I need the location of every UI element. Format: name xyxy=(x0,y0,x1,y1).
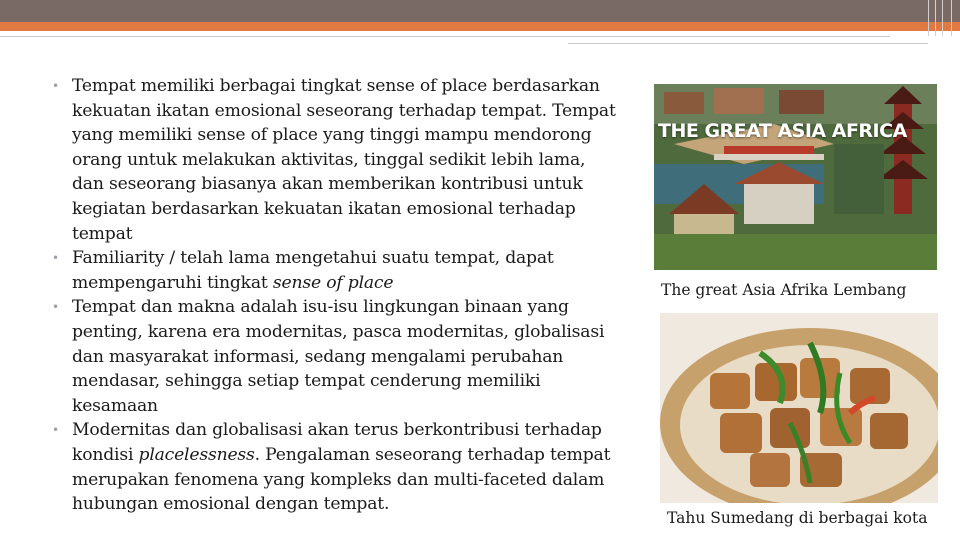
bullet-text: Tempat dan makna adalah isu-isu lingkungan binaan yang penting, karena era modernitas, pasca modernitas, globalisasi dan masyarakat informasi, sedang mengalami perubahan mendasar, sehingga setiap tempat cenderung memiliki kesamaan xyxy=(72,297,605,416)
divider-line xyxy=(0,36,890,37)
bullet-item xyxy=(52,418,622,516)
bullet-marker-icon: • xyxy=(52,79,59,93)
caption-asia-afrika: The great Asia Afrika Lembang xyxy=(661,281,907,299)
bullet-marker-icon: • xyxy=(52,423,59,438)
bullet-text: Familiarity / telah lama mengetahui suatu tempat, dapat mempengaruhi tingkat xyxy=(72,248,554,293)
bullet-text: Modernitas dan globalisasi akan terus berkontribusi terhadap kondisi xyxy=(72,420,602,465)
bullet-marker-icon: • xyxy=(52,251,59,266)
caption-tahu-sumedang: Tahu Sumedang di berbagai kota xyxy=(667,509,928,527)
header-band xyxy=(0,0,960,22)
divider-line xyxy=(568,43,928,44)
bullet-list xyxy=(52,74,622,517)
bullet-item xyxy=(52,74,622,246)
bullet-emphasis: sense of place xyxy=(272,272,394,293)
bullet-emphasis: placelessness xyxy=(138,444,255,465)
bullet-text: Tempat memiliki berbagai tingkat sense of place berdasarkan kekuatan ikatan emosional seseorang terhadap tempat. Tempat yang memiliki sense of place yang tinggi mampu mendorong orang untuk melakukan aktivitas, tinggal sedikit lebih lama, dan seseorang biasanya akan memberikan kontribusi untuk kegiatan berdasarkan kekuatan ikatan emosional terhadap tempat xyxy=(72,76,616,244)
bullet-text: . Pengalaman seseorang terhadap tempat merupakan fenomena yang kompleks dan multi-faceted dalam hubungan emosional dengan tempat. xyxy=(72,444,611,515)
tahu-sumedang-photo xyxy=(660,313,938,503)
asia-afrika-photo xyxy=(654,84,937,270)
bullet-item xyxy=(52,295,622,418)
bullet-marker-icon: • xyxy=(52,300,59,315)
accent-stripe xyxy=(0,22,960,31)
corner-decoration xyxy=(928,0,952,36)
bullet-item xyxy=(52,246,622,295)
photo-overlay-title: THE GREAT ASIA AFRICA xyxy=(658,120,907,142)
